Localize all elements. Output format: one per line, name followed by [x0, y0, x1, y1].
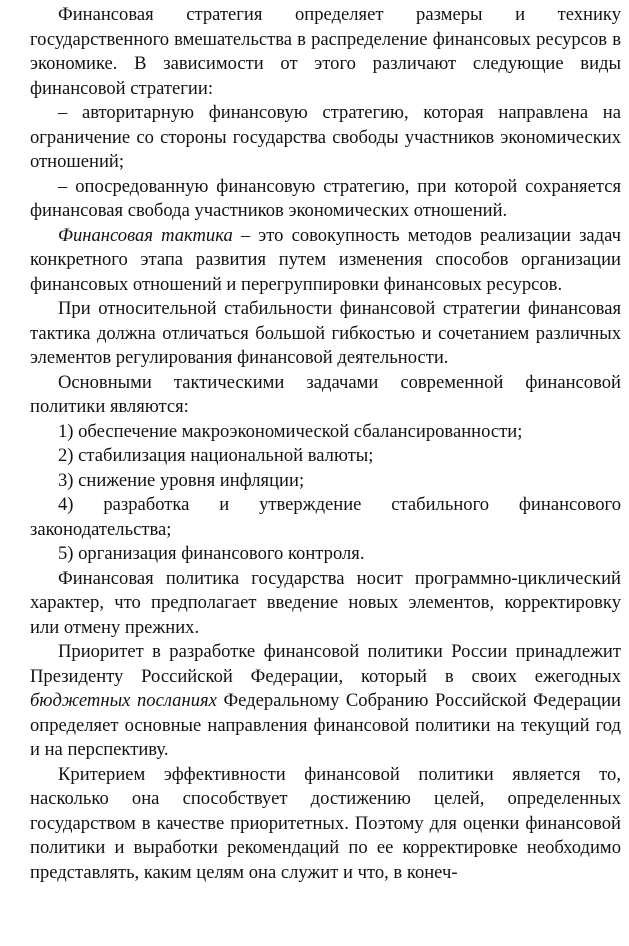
paragraph-tasks-intro: Основными тактическими задачами современной финансовой политики являются:: [30, 371, 621, 417]
term-financial-tactics: Финансовая тактика: [58, 224, 233, 246]
paragraph-effectiveness-criterion: Критерием эффективности финансовой политики является то, насколько она способствует достижению целей, определенных государством в качестве приоритетных. Поэтому для оценки финансовой политики и выработки рекомендаций по ее корректировке необходимо представлять, каким целям она служит и что, в конеч-: [30, 763, 621, 883]
list-item-task-2: 2) стабилизация национальной валюты;: [58, 445, 374, 466]
term-budget-messages: бюджетных посланиях: [30, 690, 217, 711]
paragraph-president-priority: [30, 640, 621, 763]
list-item-task-4: 4) разработка и утверждение стабильного финансового законодательства;: [30, 494, 621, 540]
paragraph-tactics-definition: [30, 224, 621, 298]
paragraph-program-cyclical: Финансовая политика государства носит программно-циклический характер, что предполагает введение новых элементов, корректировку или отмену прежних.: [30, 567, 621, 638]
president-text-after: Федеральному Собранию Российской Федерации определяет основные направления финансовой политики на текущий год и на перспективу.: [30, 690, 621, 760]
list-item-task-3: 3) снижение уровня инфляции;: [58, 469, 305, 491]
list-item-task-1: 1) обеспечение макроэкономической сбалансированности;: [58, 420, 523, 442]
paragraph-tactics-flexibility: При относительной стабильности финансовой стратегии финансовая тактика должна отличаться большой гибкостью и сочетанием различных элементов регулирования финансовой деятельности.: [30, 298, 621, 368]
tactics-definition-text: – это совокупность методов реализации задач конкретного этапа развития путем изменения способов организации финансовых отношений и перегруппировки финансовых ресурсов.: [30, 224, 621, 295]
list-item-authoritarian: – авторитарную финансовую стратегию, которая направлена на ограничение со стороны государства свободы участников экономических отношений;: [30, 102, 621, 172]
list-item-task-5: 5) организация финансового контроля.: [58, 543, 365, 564]
list-item-mediated: – опосредованную финансовую стратегию, при которой сохраняется финансовая свобода участников экономических отношений.: [30, 175, 621, 221]
paragraph-strategy-intro: Финансовая стратегия определяет размеры и технику государственного вмешательства в распределение финансовых ресурсов в экономике. В зависимости от этого различают следующие виды финансовой стратегии:: [30, 4, 621, 99]
president-text-before: Приоритет в разработке финансовой политики России принадлежит Президенту Российской Федерации, который в своих ежегодных: [30, 641, 621, 687]
